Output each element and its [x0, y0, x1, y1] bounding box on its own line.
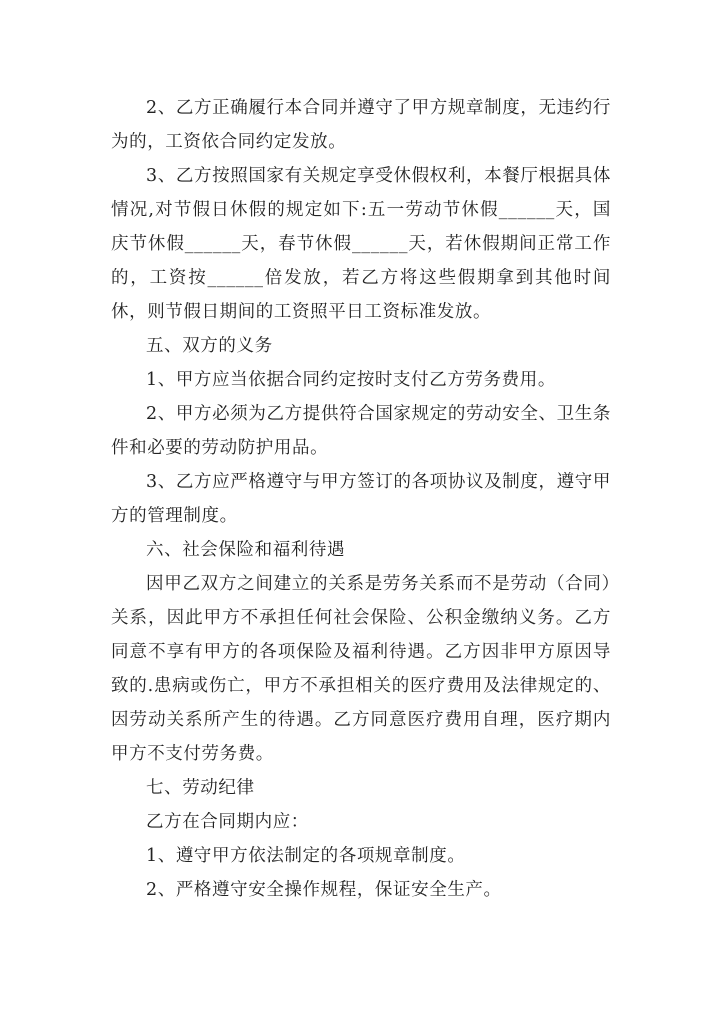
section-heading-insurance: 六、社会保险和福利待遇: [146, 540, 346, 560]
paragraph-obligation-3: 3、乙方应严格遵守与甲方签订的各项协议及制度，遵守甲方的管理制度。: [111, 472, 611, 526]
paragraph-discipline-1: 1、遵守甲方依法制定的各项规章制度。: [146, 846, 466, 866]
paragraph-holiday-rules: 3、乙方按照国家有关规定享受休假权利，本餐厅根据具体情况,对节假日休假的规定如下:五一劳动节休假______天，国庆节休假______天，春节休假______天，若休假期间正常工作的，工资按______倍发放，若乙方将这些假期拿到其他时间休，则节假日期间的工资照平日工资标准发放。: [111, 166, 611, 322]
paragraph-discipline-intro: 乙方在合同期内应：: [146, 812, 309, 832]
paragraph-wage-payment: 2、乙方正确履行本合同并遵守了甲方规章制度，无违约行为的，工资依合同约定发放。: [111, 98, 611, 152]
paragraph-insurance: 因甲乙双方之间建立的关系是劳务关系而不是劳动（合同）关系，因此甲方不承担任何社会保险、公积金缴纳义务。乙方同意不享有甲方的各项保险及福利待遇。乙方因非甲方原因导致的.患病或伤亡，甲方不承担相关的医疗费用及法律规定的、因劳动关系所产生的待遇。乙方同意医疗费用自理，医疗期内甲方不支付劳务费。: [111, 574, 611, 764]
document-body: [111, 91, 611, 907]
paragraph-obligation-1: 1、甲方应当依据合同约定按时支付乙方劳务费用。: [146, 370, 556, 390]
section-heading-discipline: 七、劳动纪律: [146, 778, 255, 798]
section-heading-obligations: 五、双方的义务: [146, 336, 273, 356]
paragraph-discipline-2: 2、严格遵守安全操作规程，保证安全生产。: [146, 880, 502, 900]
paragraph-obligation-2: 2、甲方必须为乙方提供符合国家规定的劳动安全、卫生条件和必要的劳动防护用品。: [111, 404, 611, 458]
